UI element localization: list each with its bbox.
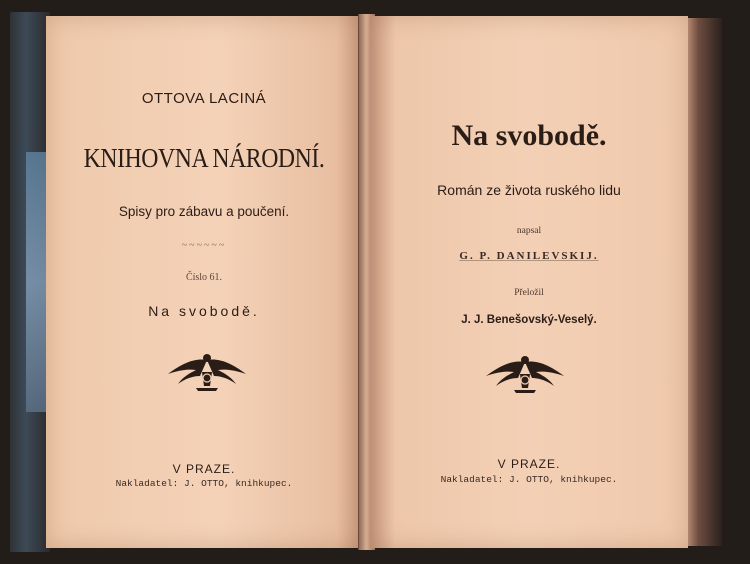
left-page <box>46 16 362 548</box>
imprint-city: V PRAZE. <box>497 457 561 471</box>
translated-label: Přeložil <box>514 288 544 298</box>
library-subtitle: Spisy pro zábavu a poučení. <box>118 204 290 219</box>
library-name: KNIHOVNA NÁRODNÍ. <box>83 143 325 173</box>
page-block-edge <box>688 18 722 546</box>
right-page <box>370 16 688 548</box>
volume-number: Číslo 61. <box>185 272 223 283</box>
imprint-publisher: Nakladatel: J. OTTO, knihkupec. <box>440 474 618 485</box>
flourish-divider: ~~~~~~ <box>181 240 227 251</box>
eagle-emblem-icon <box>166 350 248 394</box>
book-subtitle: Román ze života ruského lidu <box>437 182 621 198</box>
cover-blue-patch <box>26 152 48 412</box>
eagle-emblem-icon <box>484 352 566 396</box>
imprint-publisher: Nakladatel: J. OTTO, knihkupec. <box>115 478 293 489</box>
series-name: OTTOVA LACINÁ <box>141 90 267 107</box>
author-name: G. P. DANILEVSKIJ. <box>459 250 599 262</box>
translator-name: J. J. Benešovský-Veselý. <box>461 314 597 326</box>
by-label: napsal <box>516 226 542 236</box>
book-title: Na svobodě. <box>451 119 607 152</box>
half-title: Na svobodě. <box>148 303 260 319</box>
book-cover-edge <box>10 12 50 552</box>
imprint-city: V PRAZE. <box>172 462 236 476</box>
